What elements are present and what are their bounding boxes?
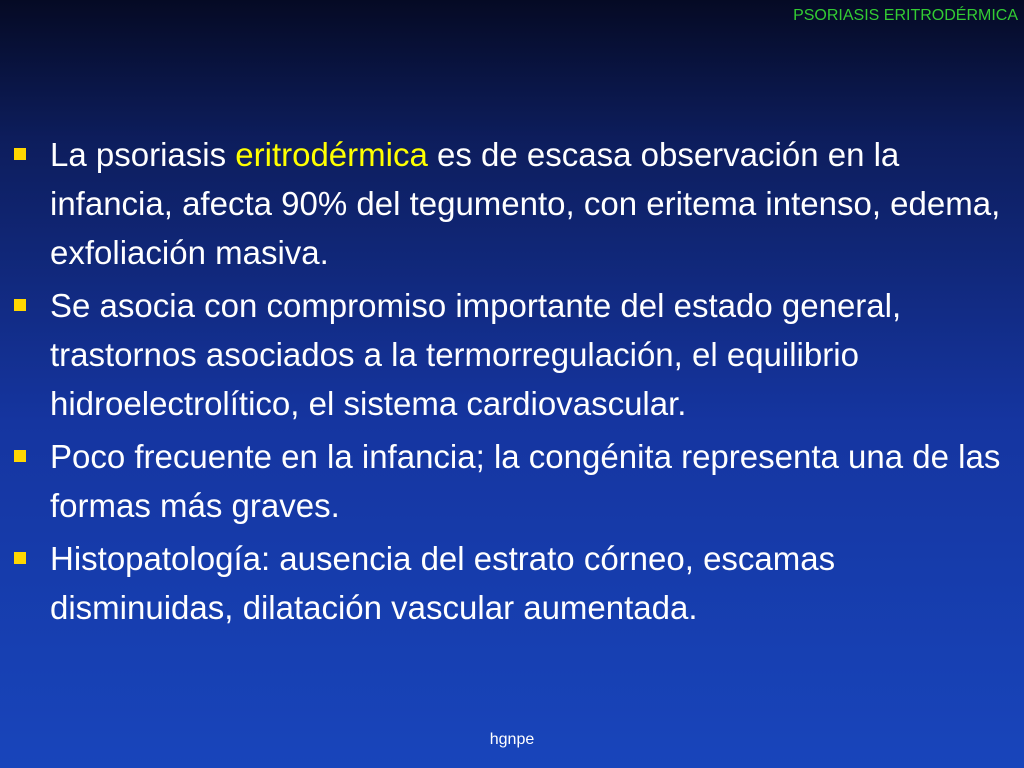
square-bullet-icon [14,299,26,311]
bullet-item [14,432,1018,530]
bullet-item [14,130,1018,277]
bullet-text: Histopatología: ausencia del estrato córneo, escamas disminuidas, dilatación vascular aumentada. [50,540,836,626]
bullet-list [14,130,1018,636]
slide-footer: hgnpe [489,731,535,748]
square-bullet-icon [14,148,26,160]
bullet-item [14,534,1018,632]
square-bullet-icon [14,552,26,564]
bullet-text: Se asocia con compromiso importante del estado general, trastornos asociados a la termorregulación, el equilibrio hidroelectrolítico, el sistema cardiovascular. [50,287,902,422]
slide-header-title: PSORIASIS ERITRODÉRMICA [793,7,1018,24]
bullet-item [14,281,1018,428]
bullet-text: Poco frecuente en la infancia; la congénita representa una de las formas más graves. [50,438,1001,524]
highlighted-term: eritrodérmica [235,136,428,173]
square-bullet-icon [14,450,26,462]
bullet-text: La psoriasis [50,136,236,173]
bullet-text: es de escasa observación en la infancia, afecta 90% del tegumento, con eritema intenso, edema, exfoliación masiva. [50,136,1001,271]
